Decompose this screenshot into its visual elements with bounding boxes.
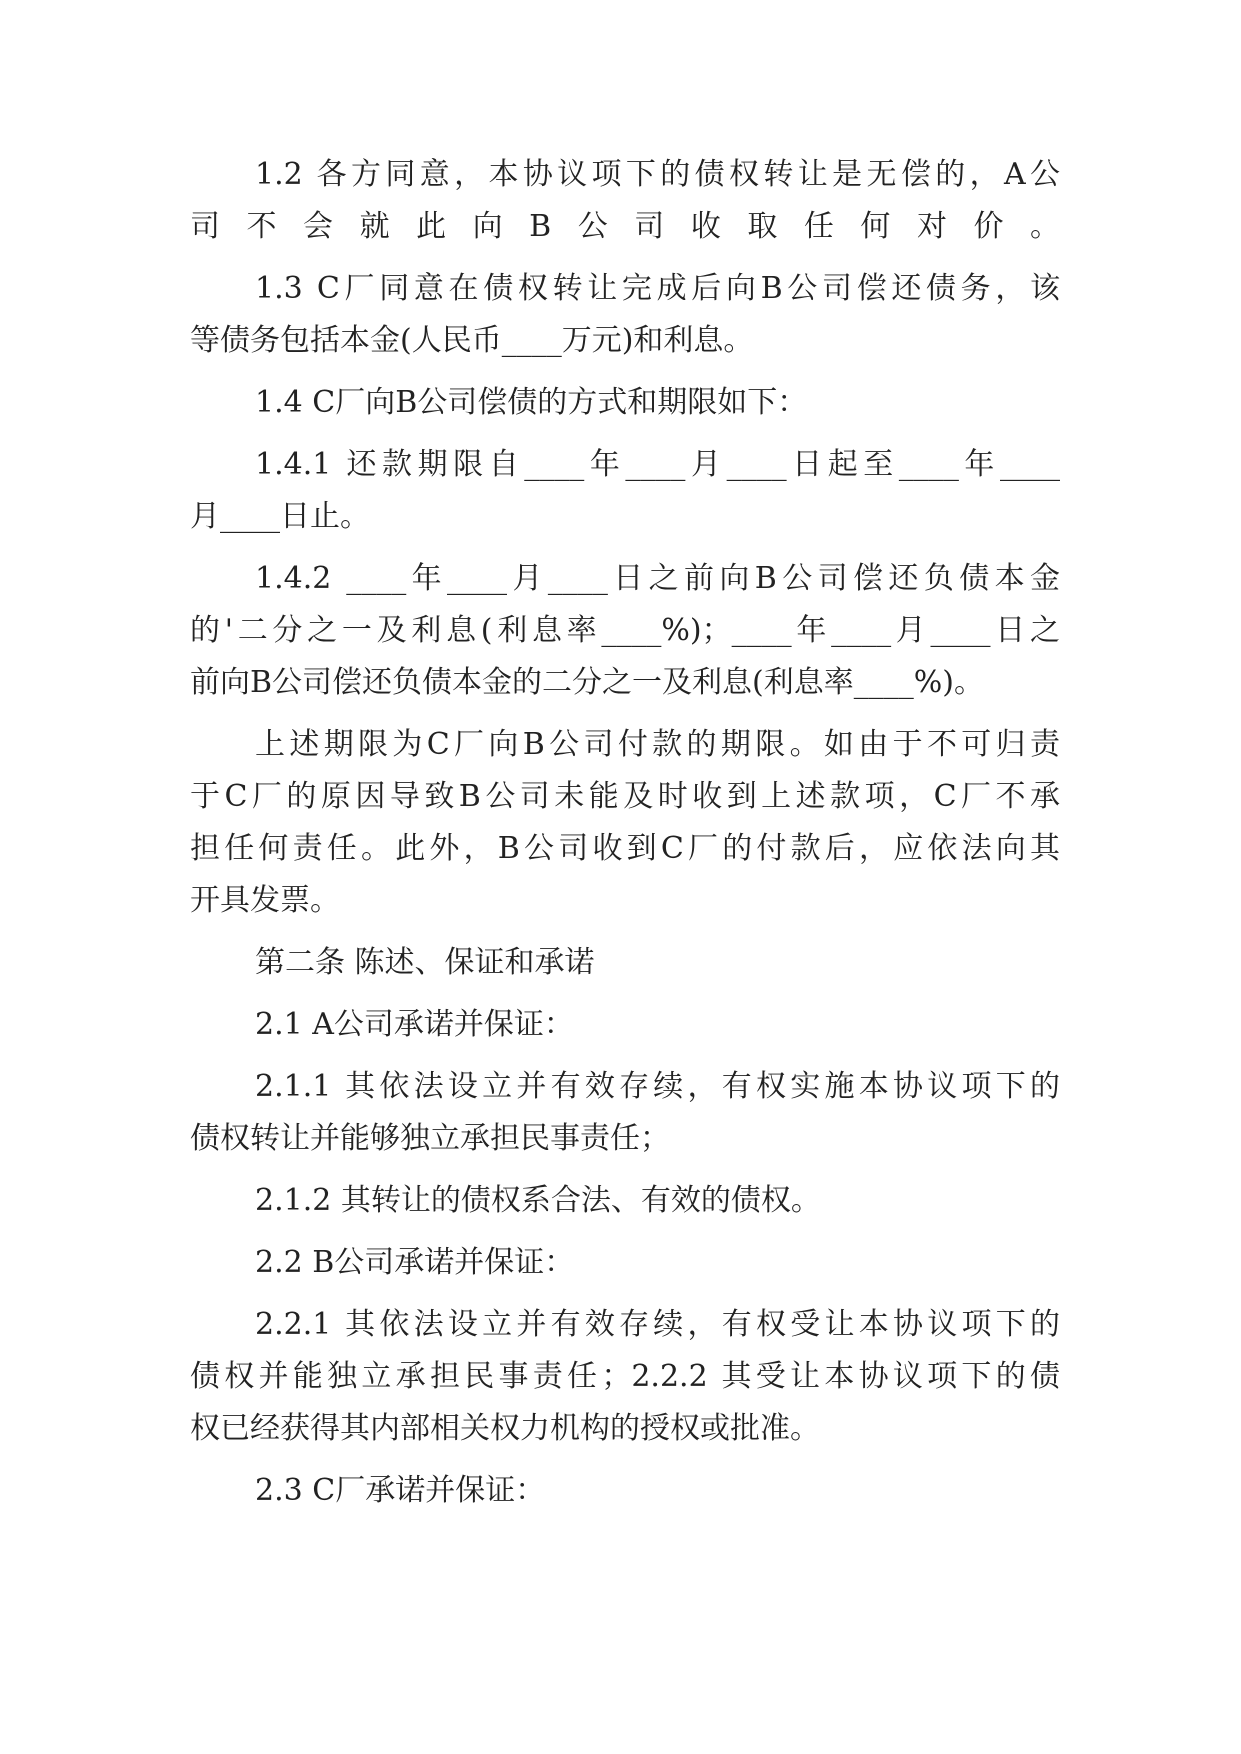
clause-1-2-line-2: 司不会就此向B公司收取任何对价。 — [190, 209, 1060, 244]
clause-2-2-2-line-3: 权已经获得其内部相关权力机构的授权或批准。 — [190, 1411, 820, 1446]
payment-term-line-2: 于C厂的原因导致B公司未能及时收到上述款项，C厂不承 — [190, 779, 1060, 814]
clause-2-1-1-line-1: 2.1.1 其依法设立并有效存续，有权实施本协议项下的 — [255, 1069, 1060, 1104]
clause-2-1: 2.1 A公司承诺并保证： — [255, 1007, 574, 1042]
clause-1-4-2-line-3: 前向B公司偿还负债本金的二分之一及利息(利息率____%)。 — [190, 665, 984, 700]
clause-1-4-2-line-1: 1.4.2 ____年____月____日之前向B公司偿还负债本金 — [255, 561, 1060, 596]
clause-2-1-1-line-2: 债权转让并能够独立承担民事责任； — [190, 1121, 670, 1156]
clause-2-3: 2.3 C厂承诺并保证： — [255, 1473, 546, 1508]
payment-term-line-4: 开具发票。 — [190, 883, 340, 918]
clause-1-2-line-1: 1.2 各方同意，本协议项下的债权转让是无偿的，A公 — [255, 157, 1060, 192]
clause-1-4-2-line-2: 的'二分之一及利息(利息率____%)；____年____月____日之 — [190, 613, 1060, 648]
article-2-heading: 第二条 陈述、保证和承诺 — [255, 945, 595, 980]
clause-2-2-1-line-2: 债权并能独立承担民事责任；2.2.2 其受让本协议项下的债 — [190, 1359, 1060, 1394]
clause-1-3-line-1: 1.3 C厂同意在债权转让完成后向B公司偿还债务，该 — [255, 271, 1060, 306]
clause-1-3-line-2: 等债务包括本金(人民币____万元)和利息。 — [190, 323, 754, 358]
payment-term-line-1: 上述期限为C厂向B公司付款的期限。如由于不可归责 — [255, 727, 1060, 762]
clause-1-4-1-line-2: 月____日止。 — [190, 499, 370, 534]
payment-term-line-3: 担任何责任。此外，B公司收到C厂的付款后，应依法向其 — [190, 831, 1060, 866]
clause-1-4-1-line-1: 1.4.1 还款期限自____年____月____日起至____年____ — [255, 447, 1060, 482]
clause-2-2: 2.2 B公司承诺并保证： — [255, 1245, 575, 1280]
clause-2-2-1-line-1: 2.2.1 其依法设立并有效存续，有权受让本协议项下的 — [255, 1307, 1060, 1342]
clause-1-4: 1.4 C厂向B公司偿债的方式和期限如下： — [255, 385, 808, 420]
clause-2-1-2: 2.1.2 其转让的债权系合法、有效的债权。 — [255, 1183, 821, 1218]
